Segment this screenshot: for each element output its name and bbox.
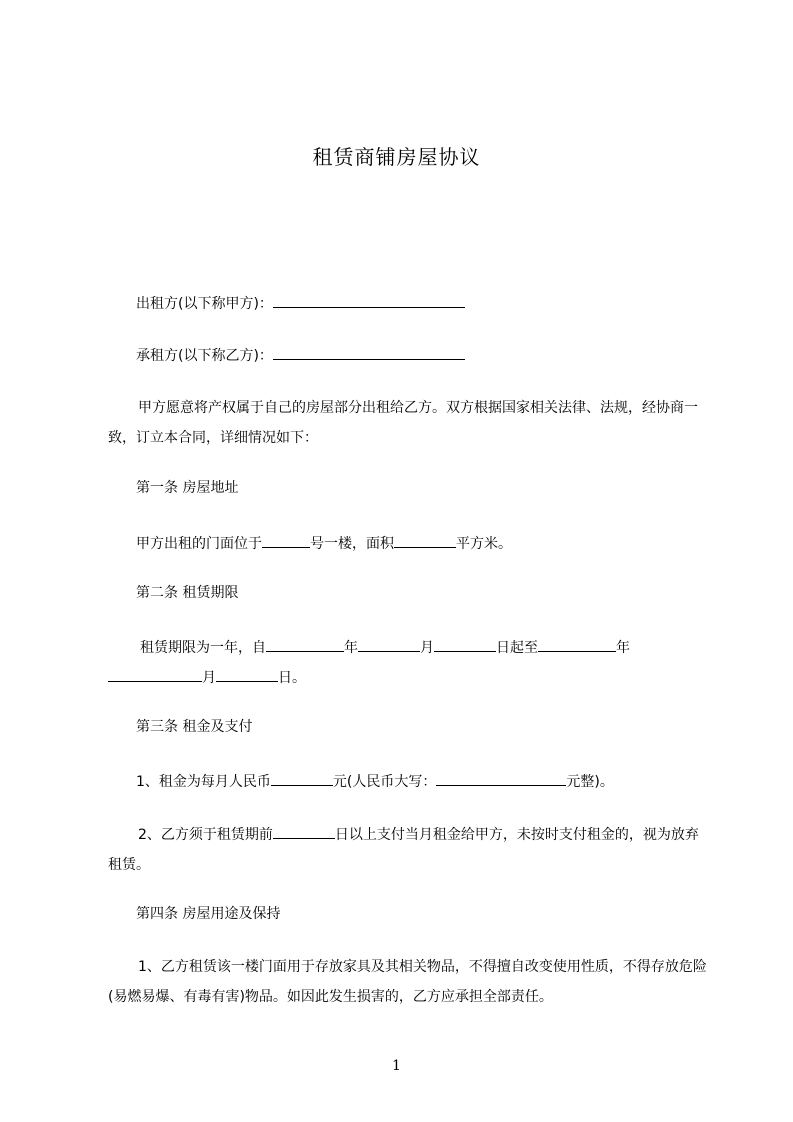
lessee-blank <box>273 344 465 360</box>
end-day-label: 日。 <box>278 670 306 686</box>
end-year-label: 年 <box>616 640 630 656</box>
article4-heading: 第四条 房屋用途及保持 <box>136 906 281 922</box>
intro-paragraph: 甲方愿意将产权属于自己的房屋部分出租给乙方。双方根据国家相关法律、法规，经协商一致，订立本合同，详细情况如下： <box>108 400 698 446</box>
article1-text-b: 号一楼，面积 <box>310 536 394 552</box>
article3-item1-c: 元整)。 <box>566 774 614 790</box>
article2-text <box>108 633 708 693</box>
start-day-blank <box>434 636 496 652</box>
page-number: 1 <box>392 1058 401 1074</box>
end-month-label: 月 <box>202 670 216 686</box>
article1-text-a: 甲方出租的门面位于 <box>136 536 262 552</box>
article3-item1 <box>136 770 736 792</box>
article2-heading: 第二条 租赁期限 <box>136 585 239 601</box>
start-year-blank <box>266 636 344 652</box>
lessor-line <box>136 292 736 314</box>
article3-item2-a: 2、乙方须于租赁期前 <box>138 827 273 843</box>
article3-item1-b: 元(人民币大写： <box>332 774 437 790</box>
article3-item2-b: 日以上支付当月租金给甲方，未按时支付租金的，视为放弃租赁。 <box>108 827 699 873</box>
article1-text-c: 平方米。 <box>456 536 512 552</box>
article3-item1-a: 1、租金为每月人民币 <box>136 774 271 790</box>
lessor-label: 出租方(以下称甲方)： <box>136 296 273 312</box>
start-year-label: 年 <box>344 640 358 656</box>
payment-days-blank <box>273 823 335 839</box>
rent-in-words-blank <box>436 770 566 786</box>
article3-heading: 第三条 租金及支付 <box>136 719 253 735</box>
lessee-line <box>136 344 736 366</box>
end-month-blank <box>108 666 202 682</box>
article1-heading: 第一条 房屋地址 <box>136 480 239 496</box>
address-number-blank <box>262 532 310 548</box>
area-blank <box>394 532 456 548</box>
start-month-blank <box>358 636 420 652</box>
document-title: 租赁商铺房屋协议 <box>312 145 481 169</box>
lessor-blank <box>273 292 465 308</box>
start-day-label: 日起至 <box>496 640 538 656</box>
lessee-label: 承租方(以下称乙方)： <box>136 348 273 364</box>
monthly-rent-blank <box>271 770 333 786</box>
start-month-label: 月 <box>420 640 434 656</box>
end-year-blank <box>538 636 616 652</box>
article3-item2 <box>108 820 708 880</box>
article4-item1: 1、乙方租赁该一楼门面用于存放家具及其相关物品，不得擅自改变使用性质，不得存放危险(易燃易爆、有毒有害)物品。如因此发生损害的，乙方应承担全部责任。 <box>108 959 707 1005</box>
article2-text-a: 租赁期限为一年，自 <box>140 640 266 656</box>
article1-text <box>136 532 736 554</box>
end-day-blank <box>216 666 278 682</box>
